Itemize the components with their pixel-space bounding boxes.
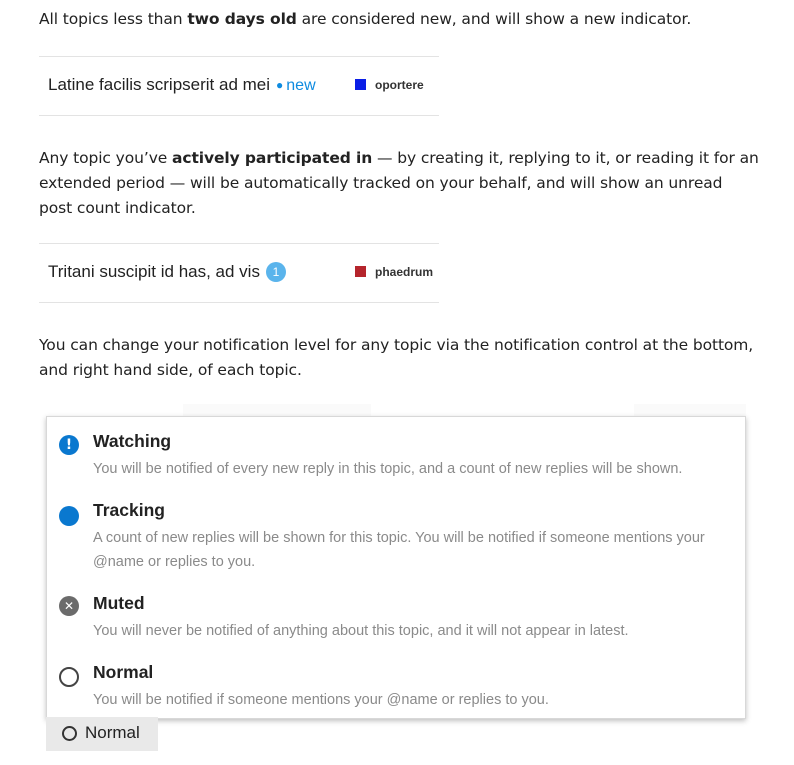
- option-description: You will be notified of every new reply in this topic, and a count of new replies will be shown.: [93, 461, 683, 477]
- option-title[interactable]: Tracking: [93, 500, 165, 520]
- paragraph-bold-text: two days old: [187, 10, 297, 28]
- option-tracking[interactable]: [47, 500, 745, 580]
- option-title[interactable]: Watching: [93, 431, 172, 451]
- category-badge[interactable]: [355, 265, 433, 279]
- new-indicator: [276, 77, 316, 94]
- notification-level-menu: [46, 416, 746, 719]
- tracked-topics-paragraph: [39, 146, 759, 221]
- topic-row-unread[interactable]: [39, 243, 439, 303]
- option-description: You will be notified if someone mentions your @name or replies to you.: [93, 692, 549, 708]
- option-normal[interactable]: [47, 662, 745, 718]
- topic-title[interactable]: [48, 262, 286, 282]
- paragraph-text: All topics less than: [39, 10, 188, 28]
- empty-circle-icon: [62, 726, 77, 741]
- option-description: You will never be notified of anything about this topic, and it will not appear in latest.: [93, 623, 629, 639]
- paragraph-text: — by creating it, replying to it, or reading it for an extended period — will be automatically tracked on your behalf, and will show an unread post count indicator.: [39, 149, 759, 217]
- paragraph-text: Any topic you’ve: [39, 149, 173, 167]
- topic-title-text[interactable]: Tritani suscipit id has, ad vis: [48, 262, 260, 281]
- new-topics-paragraph: [39, 7, 759, 32]
- empty-circle-icon: [59, 667, 79, 687]
- option-title[interactable]: Muted: [93, 593, 145, 613]
- exclamation-circle-icon: !: [59, 435, 79, 455]
- option-description: A count of new replies will be shown for this topic. You will be notified if someone mentions your @name or replies to you.: [93, 530, 705, 570]
- option-muted[interactable]: [47, 593, 745, 653]
- option-watching[interactable]: [47, 431, 745, 491]
- filled-circle-icon: [59, 506, 79, 526]
- paragraph-text: are considered new, and will show a new indicator.: [296, 10, 692, 28]
- category-color-square: [355, 266, 366, 277]
- background-strip: [634, 404, 746, 416]
- paragraph-bold-text: actively participated in: [172, 149, 373, 167]
- times-circle-icon: ✕: [59, 596, 79, 616]
- unread-count-badge[interactable]: 1: [266, 262, 286, 282]
- notification-level-button[interactable]: [46, 717, 158, 751]
- category-name[interactable]: phaedrum: [375, 265, 434, 279]
- new-dot-icon: ●: [276, 78, 284, 92]
- option-title[interactable]: Normal: [93, 662, 154, 682]
- topic-row-new[interactable]: [39, 56, 439, 116]
- background-strip: [183, 404, 371, 416]
- notification-button-label[interactable]: Normal: [85, 723, 140, 742]
- category-name[interactable]: oportere: [375, 78, 424, 92]
- category-color-square: [355, 79, 366, 90]
- category-badge[interactable]: [355, 78, 424, 92]
- topic-title[interactable]: [48, 75, 316, 95]
- topic-title-text[interactable]: Latine facilis scripserit ad mei: [48, 75, 271, 94]
- new-indicator-label: new: [286, 77, 316, 94]
- notification-control-paragraph: You can change your notification level for any topic via the notification control at the bottom, and right hand side, of each topic.: [39, 336, 754, 379]
